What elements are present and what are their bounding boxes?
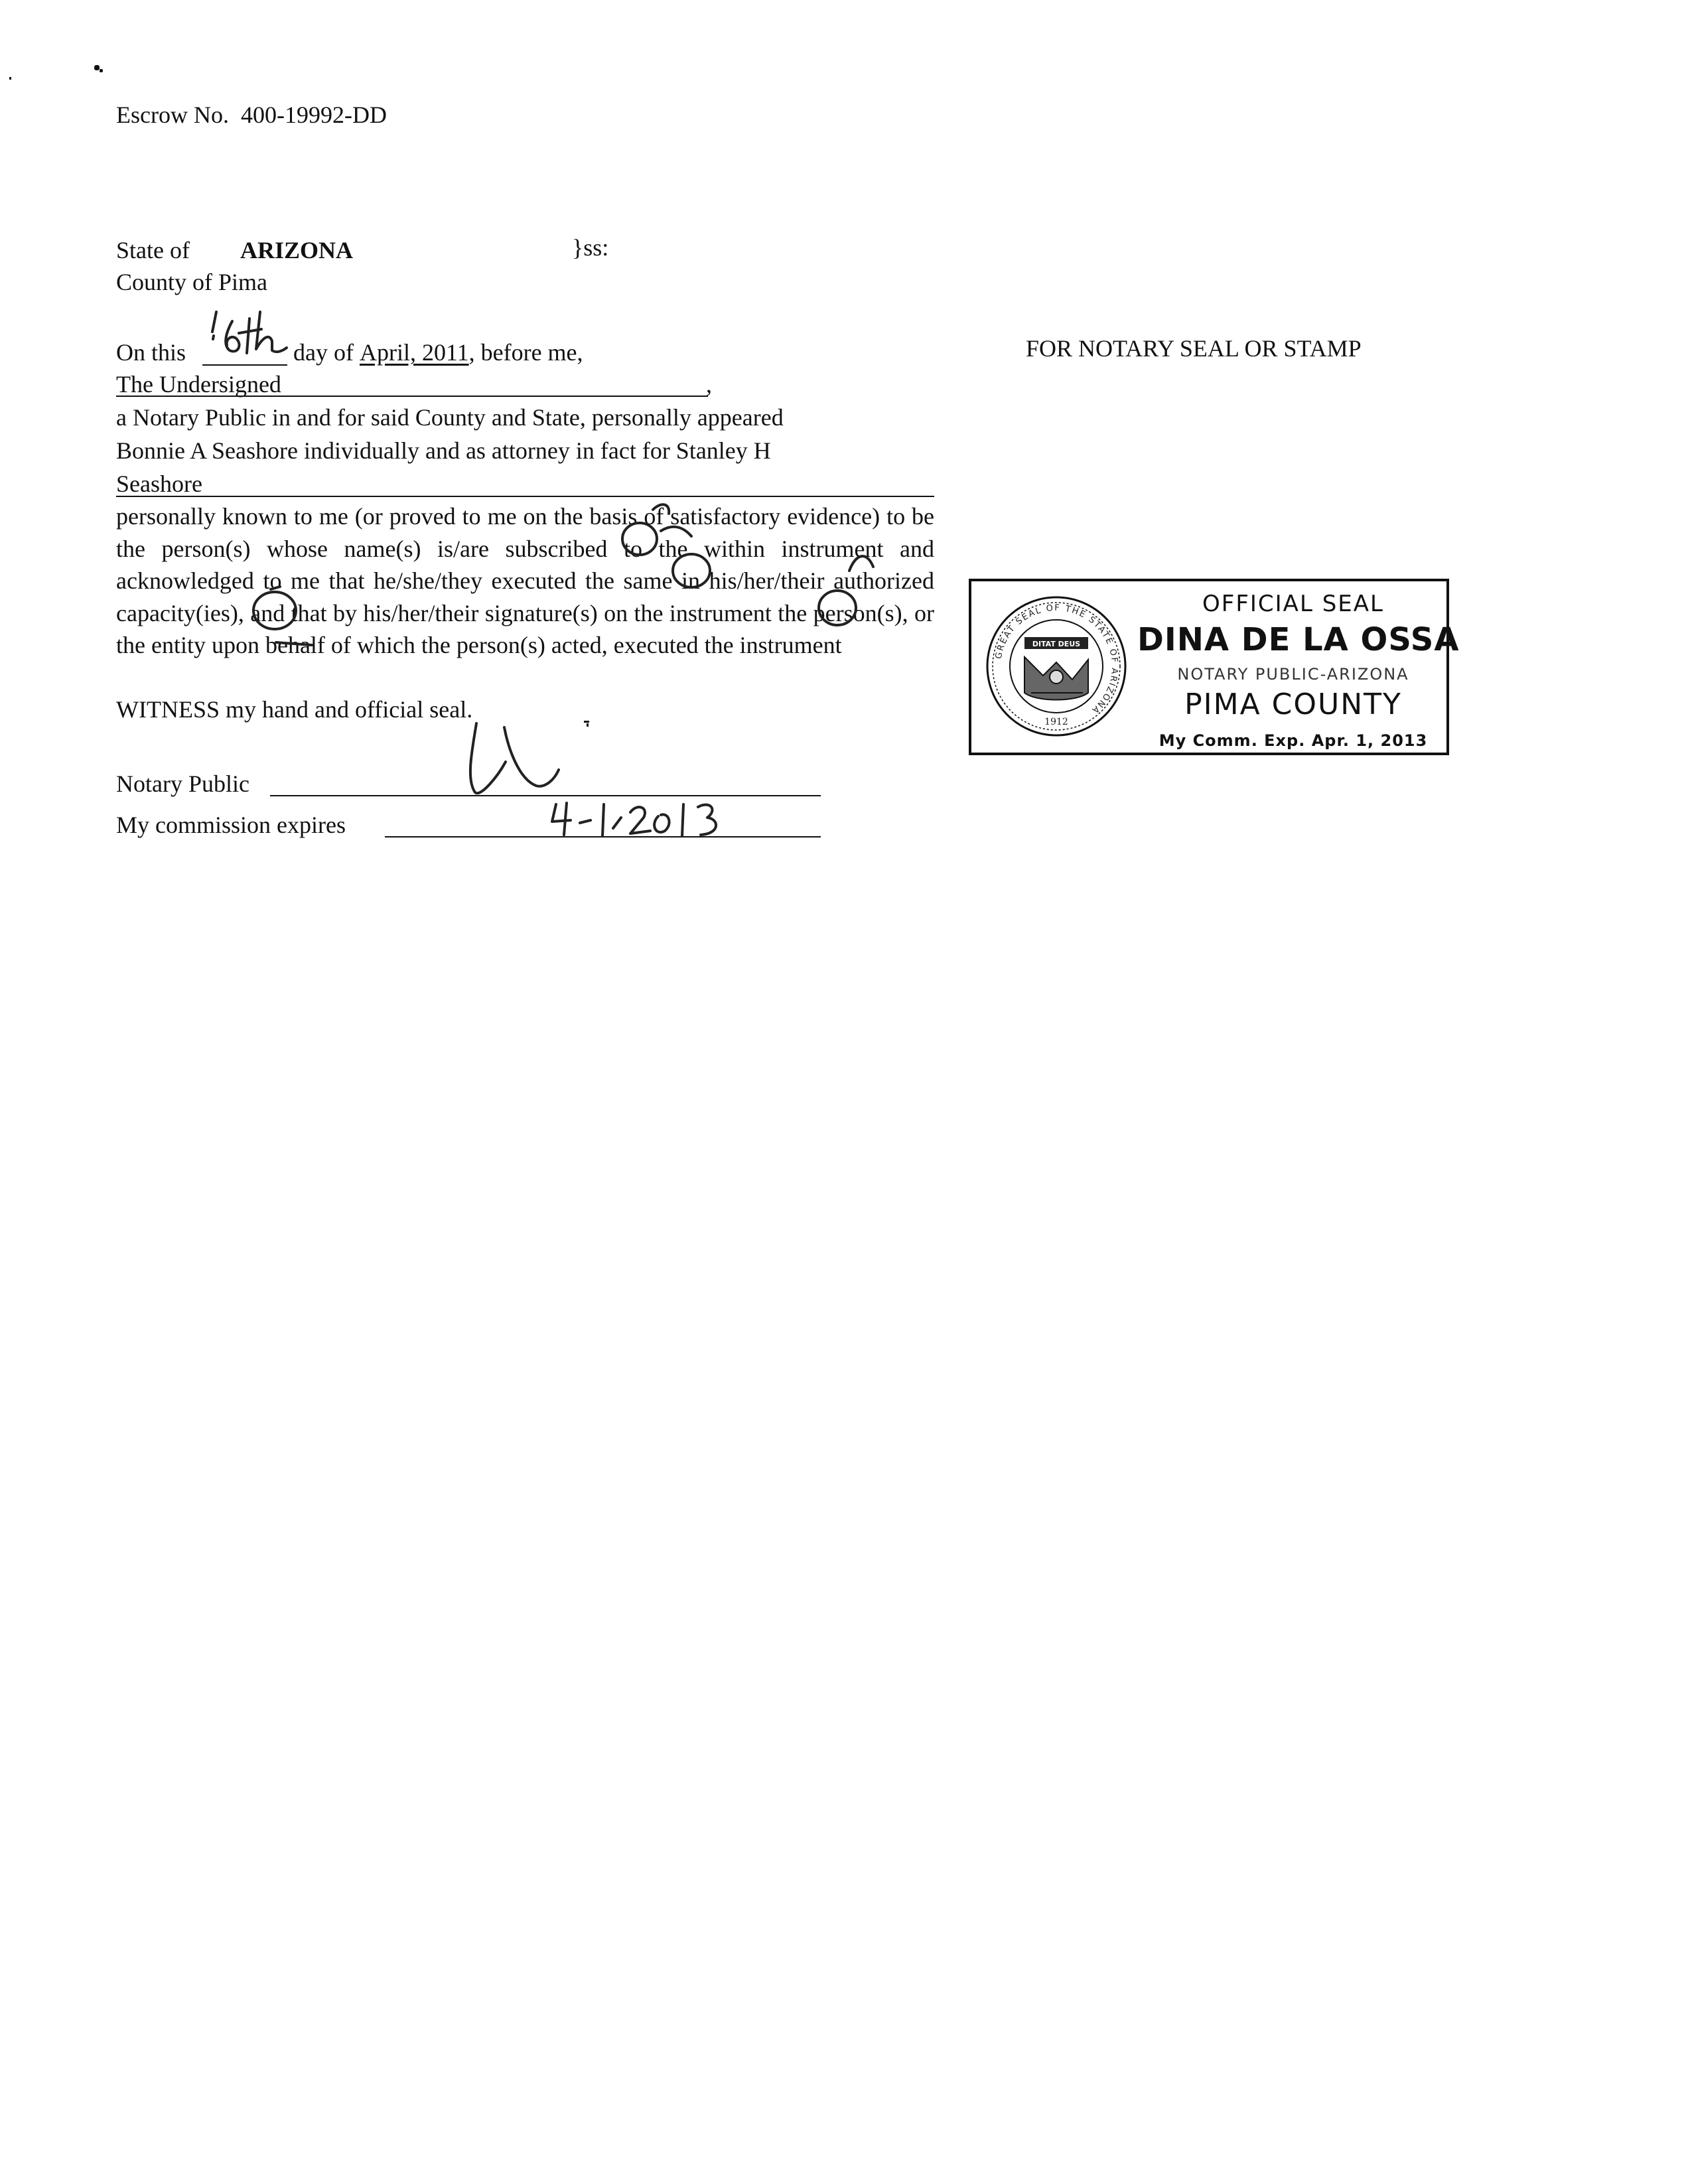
stamp-notary-title: NOTARY PUBLIC-ARIZONA [1177, 665, 1409, 684]
handwritten-executed-mark [843, 547, 882, 580]
county-line [116, 267, 267, 297]
scan-speck [587, 723, 589, 727]
notary-stamp [969, 579, 1460, 755]
seal-motto: DITAT DEUS [1032, 640, 1081, 648]
notary-public-line: a Notary Public in and for said County and State, personally appeared [116, 404, 784, 431]
county-label: County of [116, 269, 213, 295]
date-line [293, 337, 583, 368]
state-seal-icon [983, 593, 1129, 739]
seal-ring-text: GREAT SEAL OF THE STATE OF ARIZONA [993, 603, 1120, 716]
handwritten-her-circle-2 [812, 580, 865, 633]
on-this-label: On this [116, 339, 186, 366]
seal-area-label: FOR NOTARY SEAL OR STAMP [1026, 335, 1362, 362]
state-line [116, 235, 190, 265]
month-year: April, 2011 [359, 339, 469, 366]
stamp-commission-expiry: My Comm. Exp. Apr. 1, 2013 [1159, 731, 1428, 750]
handwritten-her-circle [247, 584, 307, 637]
stamp-county: PIMA COUNTY [1184, 688, 1402, 721]
state-name: ARIZONA [240, 237, 354, 263]
handwritten-on-strike [272, 633, 318, 653]
seal-year: 1912 [1044, 717, 1068, 727]
scan-speck [9, 77, 11, 80]
county-name: Pima [218, 269, 268, 295]
ss-mark: }ss: [572, 234, 609, 261]
stamp-notary-name: DINA DE LA OSSA [1137, 621, 1460, 658]
appeared-line-1: Bonnie A Seashore individually and as attorney in fact for Stanley H [116, 437, 771, 464]
day-of-label: day of [293, 339, 354, 366]
officer-underline [116, 396, 708, 397]
commission-date-handwritten [544, 798, 743, 844]
scan-speck [100, 69, 103, 72]
day-blank-line [202, 364, 287, 366]
notary-signature [458, 715, 577, 802]
escrow-number-line [116, 100, 387, 130]
escrow-number: 400-19992-DD [240, 102, 387, 128]
handwritten-day [199, 307, 292, 364]
appeared-line-2: Seashore [116, 471, 202, 497]
before-me: , before me, [468, 339, 583, 366]
escrow-label: Escrow No. [116, 102, 229, 128]
appeared-underline [116, 496, 934, 497]
stamp-official-seal: OFFICIAL SEAL [1202, 591, 1384, 617]
witness-line: WITNESS my hand and official seal. [116, 696, 473, 723]
commission-label: My commission expires [116, 812, 346, 838]
officer-comma: , [706, 371, 712, 398]
acknowledgment-body: personally known to me (or proved to me on the basis of satisfactory evidence) to be the person(s) whose name(s) is/are subscribed to the within instrument and acknowledged to me that he/she/they executed the same in his/her/their authorized capacity(ies), and that by his/her/their signature(s) on the instrument the person(s), or the entity upon behalf of which the person(s) acted, executed the instrument [116, 503, 934, 658]
scan-speck [94, 65, 100, 70]
notary-public-label: Notary Public [116, 770, 249, 797]
state-label: State of [116, 237, 190, 263]
scan-speck [584, 721, 589, 723]
officer-name: The Undersigned [116, 371, 281, 398]
